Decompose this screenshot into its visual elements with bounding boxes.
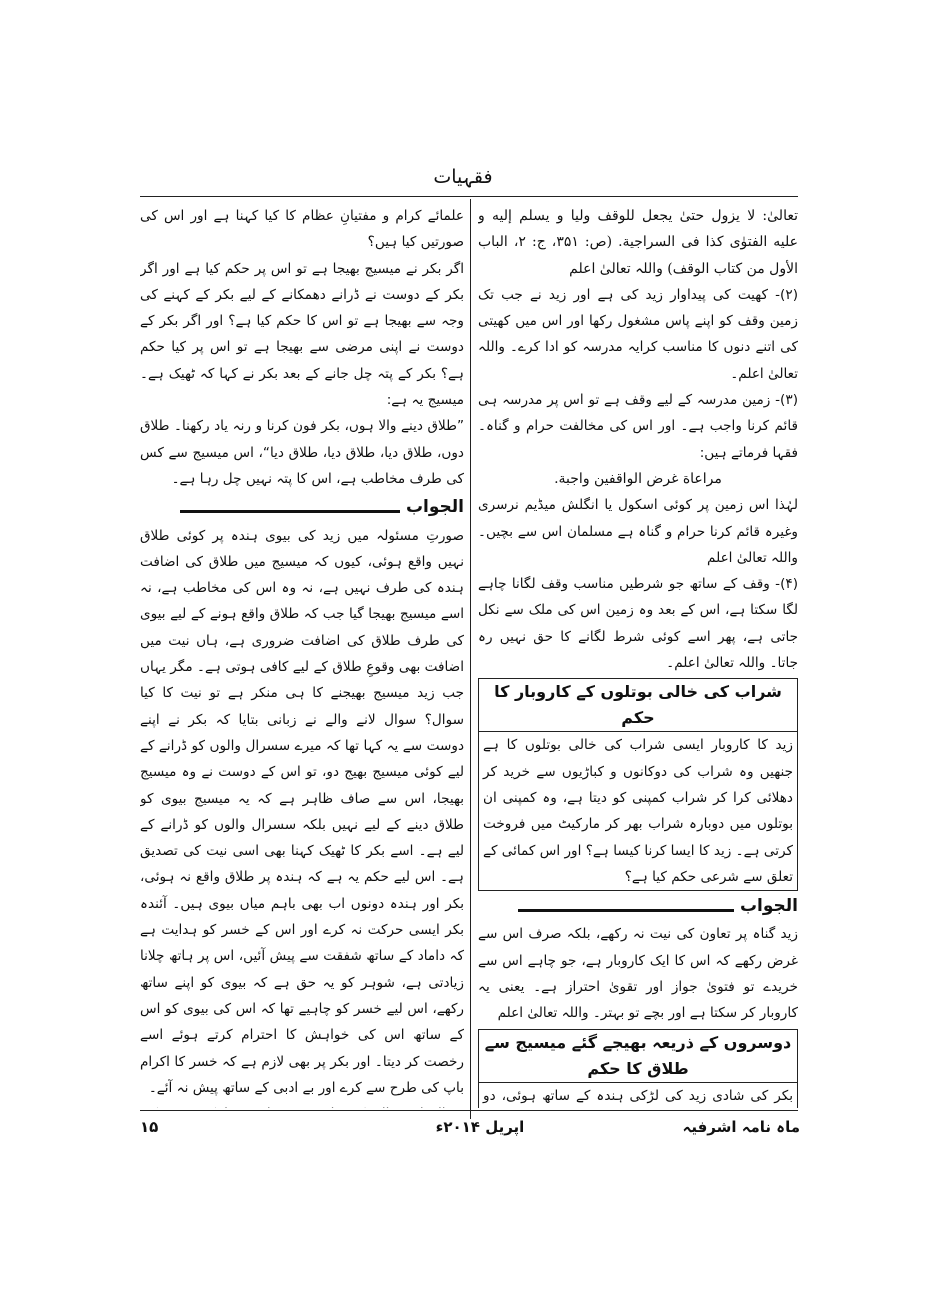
question-bottles: زید کا کاروبار ایسی شراب کی خالی بوتلوں کا ہے جنھیں وہ شراب کی دوکانوں و کباڑیوں سے خرید کر دھلائی کرا کر شراب کمپنی کو دیتا ہے، وہ کمپنی ان بوتلوں میں دوبارہ شراب بھر کر مارکیٹ میں فروخت کرتی ہے۔ زید کا ایسا کرنا کیسا ہے؟ اور اس کمائی کے تعلق سے شرعی حکم کیا ہے؟ [483, 737, 793, 885]
section-heading-bottles: شراب کی خالی بوتلوں کے کاروبار کا حکم [479, 679, 797, 732]
answer-label: الجواب [405, 497, 464, 518]
answer-bottles: زید گناہ پر تعاون کی نیت نہ رکھے، بلکہ صرف اس سے غرض رکھے کہ اس کا ایک کاروبار ہے، جو چاہے اس سے خریدے تو فتویٰ جواز اور تقویٰ احتراز ہے۔ یعنی یہ کاروبار کر سکتا ہے اور بچے تو بہتر۔ واللہ تعالیٰ اعلم [478, 926, 798, 1022]
column-divider [470, 199, 471, 1119]
question-talaq-cont: علمائے کرام و مفتیانِ عظام کا کیا کہنا ہے اور اس کی صورتیں کیا ہیں؟ [140, 208, 464, 251]
question-box-talaq [478, 1029, 798, 1108]
ruling-3: (۳)- زمین مدرسہ کے لیے وقف ہے تو اس پر مدرسہ ہی قائم کرنا واجب ہے۔ اور اس کی مخالفت حرام و گناہ۔ فقہا فرماتے ہیں: [478, 392, 798, 461]
answer-talaq-note [140, 1101, 464, 1108]
answer-heading-bottles [478, 893, 798, 919]
answer-bar [180, 510, 400, 513]
footer-magazine-name: ماہ نامہ اشرفیہ [682, 1118, 800, 1136]
answer-label: الجواب [739, 896, 798, 917]
section-heading-talaq: دوسروں کے ذریعہ بھیجے گئے میسیج سے طلاق کا حکم [479, 1030, 797, 1083]
answer-heading-talaq [140, 494, 464, 520]
footer-date: اپریل ۲۰۱۴ء [435, 1118, 525, 1136]
question-talaq: بکر کی شادی زید کی لڑکی ہندہ کے ساتھ ہوئی، دو [483, 1087, 793, 1104]
message-text: ”طلاق دینے والا ہوں، بکر فون کرنا و رنہ یاد رکھنا۔ طلاق دوں، طلاق دیا، طلاق دیا، طلاق دیا“، اس میسیج سے کس کی طرف مخاطب ہے، اس کا پتہ نہیں چل رہا ہے۔ [140, 418, 464, 487]
header-rule [140, 196, 798, 197]
question-box-bottles [478, 678, 798, 891]
ruling-4: (۴)- وقف کے ساتھ جو شرطیں مناسب وقف لگانا چاہے لگا سکتا ہے، اس کے بعد وہ زمین اس کی ملک سے نکل جاتی ہے، پھر اسے کوئی شرط لگانے کا حق نہیں رہ جاتا۔ واللہ تعالیٰ اعلم۔ [478, 576, 798, 672]
page-number: ۱۵ [140, 1118, 159, 1136]
answer-talaq: صورتِ مسئولہ میں زید کی بیوی ہندہ پر کوئی طلاق نہیں واقع ہوئی، کیوں کہ میسیج میں طلاق کی اضافت ہندہ کی طرف نہیں ہے، نہ وہ اس کی مخاطب ہے، نہ اسے میسیج بھیجا گیا جب کہ طلاق واقع ہونے کے لیے بیوی کی طرف طلاق کی اضافت ضروری ہے، ہاں نیت میں اضافت بھی وقوعِ طلاق کے لیے کافی ہوتی ہے۔ مگر یہاں جب زید میسیج بھیجنے کا ہی منکر ہے تو نیت کا کیا سوال؟ سوال لانے والے نے زبانی بتایا کہ بکر نے اپنے دوست سے یہ کہا تھا کہ میرے سسرال والوں کو ڈرانے کے لیے کوئی میسیج بھیج دو، تو اس کے دوست نے وہ میسیج بھیجا، اس سے صاف ظاہر ہے کہ یہ میسیج بیوی کو طلاق دینے کے لیے نہیں بلکہ سسرال والوں کو ڈرانے کے لیے ہے۔ اسے بکر کا ٹھیک کہنا بھی اسی نیت کی تصدیق ہے۔ اس لیے حکم یہ ہے کہ ہندہ پر طلاق واقع نہ ہوئی، بکر اور ہندہ دونوں اب بھی باہم میاں بیوی ہیں۔ آئندہ بکر ایسی حرکت نہ کرے اور اس کے خسر کو ہدایت ہے کہ داماد کے ساتھ شفقت سے پیش آئیں، اس پر ہاتھ چلانا زیادتی ہے، شوہر کو یہ حق ہے کہ بیوی کو اپنے ساتھ رکھے، اس لیے خسر کو چاہیے تھا کہ اس کی بیوی کو اس کے ساتھ اس کی خواہش کا احترام کرتے ہوئے اسے رخصت کر دیتا۔ اور بکر پر بھی لازم ہے کہ خسر کا اکرام باپ کی طرح سے کرے اور بے ادبی کے ساتھ پیش نہ آئے۔ [140, 527, 464, 1096]
question-talaq-cases: اگر بکر نے میسیج بھیجا ہے تو اس پر حکم کیا ہے اور اگر بکر کے دوست نے ڈرانے دھمکانے کے لیے بکر کے کہنے کی وجہ سے بھیجا ہے تو اس کا حکم کیا ہے؟ اور اگر بکر کے دوست نے اپنی مرضی سے بھیجا ہے تو اس پر کیا حکم ہے؟ بکر کے پتہ چل جانے کے بعد بکر نے کہا کہ ٹھیک ہے۔ میسیج یہ ہے: [140, 260, 464, 409]
ruling-2: (۲)- کھیت کی پیداوار زید کی ہے اور زید نے جب تک زمین وقف کو اپنے پاس مشغول رکھا اور اس میں کھیتی کی اتنے دنوں کا مناسب کرایہ مدرسہ کو ادا کرے۔ واللہ تعالیٰ اعلم۔ [478, 286, 798, 382]
page-header-title: فقہیات [433, 166, 493, 188]
arabic-quote: تعالیٰ: لا یزول حتیٰ یجعل للوقف ولیا و یسلم إلیه و علیه الفتوٰی کذا فی السراجیة. (ص: ۳۵۱، ج: ۲، الباب الأول من کتاب الوقف) واللہ تعالیٰ اعلم [478, 208, 798, 277]
answer-bar [518, 909, 734, 912]
arabic-maxim: مراعاة غرض الواقفین واجبة. [554, 470, 722, 487]
ruling-3-cont: لہٰذا اس زمین پر کوئی اسکول یا انگلش میڈیم نرسری وغیرہ قائم کرنا حرام و گناہ ہے مسلمان اس سے بچیں۔ واللہ تعالیٰ اعلم [478, 497, 798, 566]
right-column [478, 203, 798, 1108]
footer-rule [140, 1110, 798, 1111]
left-column [140, 203, 464, 1108]
